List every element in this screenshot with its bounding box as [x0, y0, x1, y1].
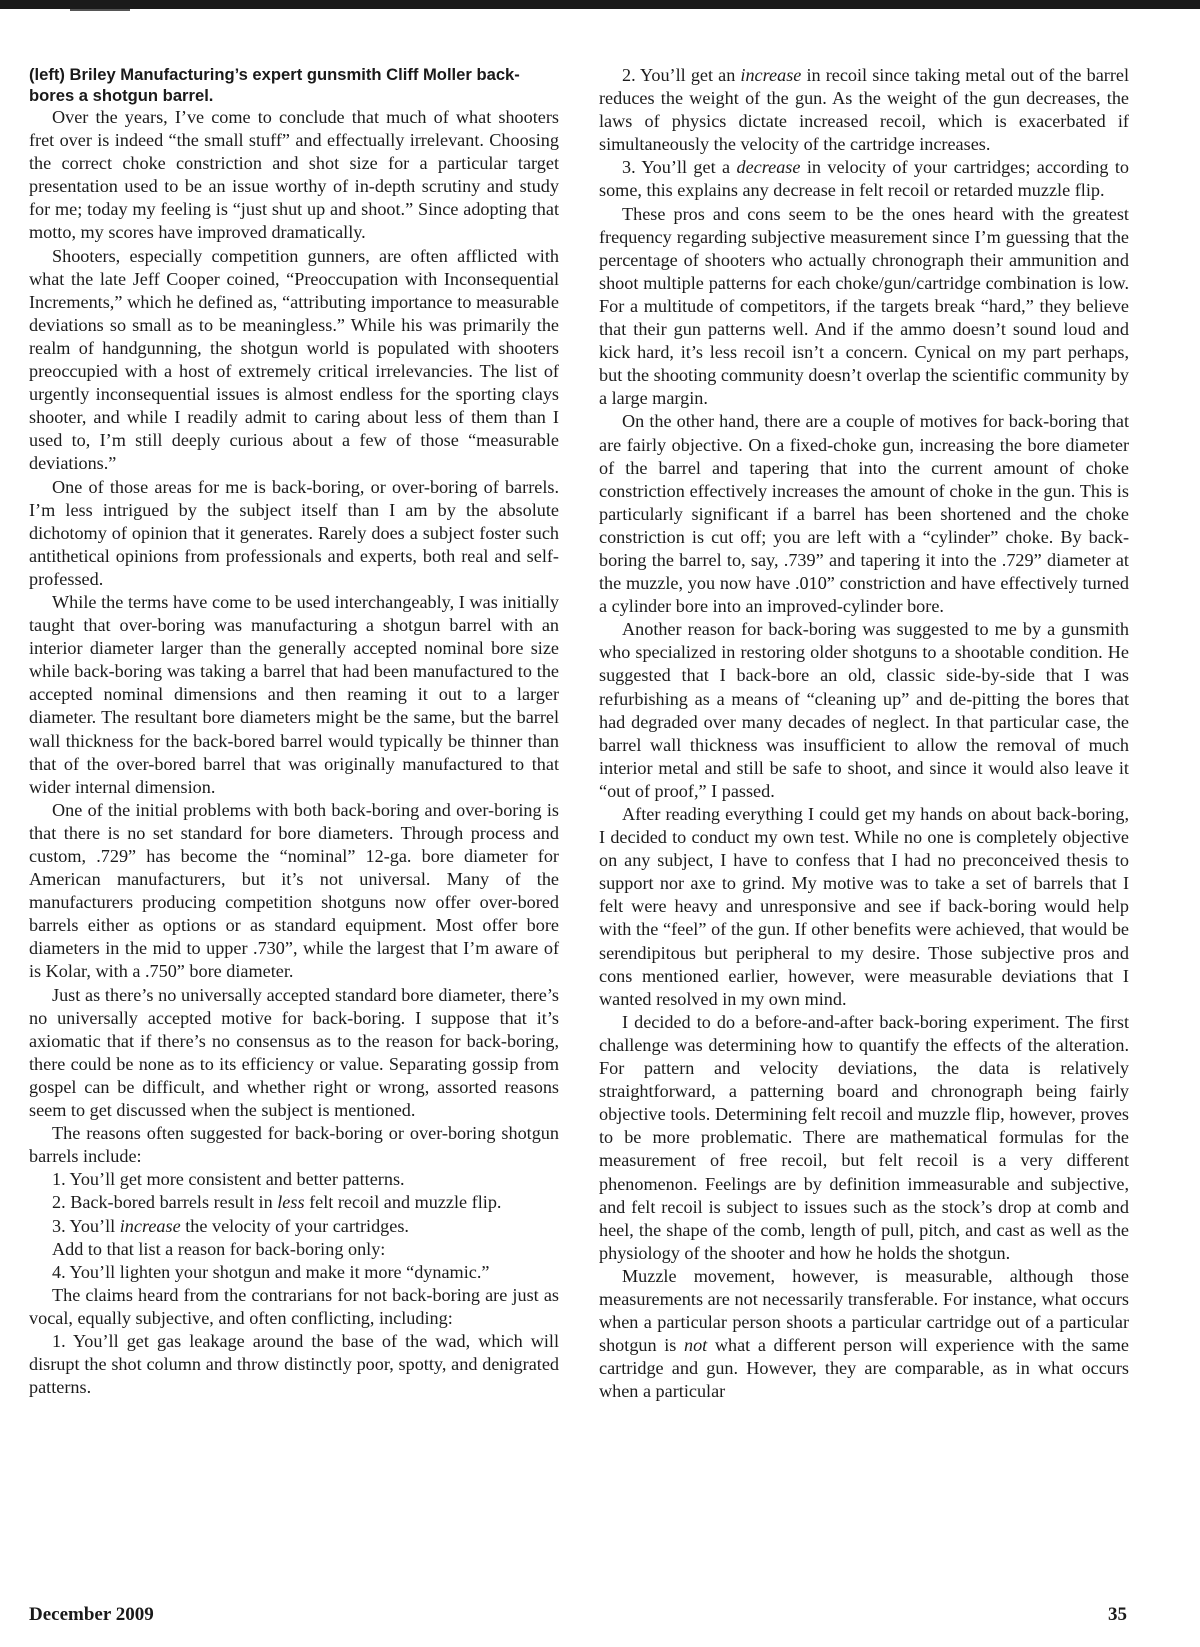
paragraph: Shooters, especially competition gunners, are often afflicted with what the late Jeff Cooper coined, “Preoccupation with Inconsequential Increments,” which he defined as, “attributing importance to measurable deviations so small as to be meaningless.” While his was primarily the realm of handgunning, the shotgun world is populated with shooters preoccupied with a host of extremely critical irrelevancies. The list of urgently inconsequential issues is almost endless for the sporting clays shooter, and while I readily admit to caring about less of them than I used to, I’m still deeply curious about a few of those “measurable deviations.”: [29, 245, 559, 474]
top-tick-mark: [70, 9, 130, 11]
paragraph: While the terms have come to be used interchangeably, I was initially taught that over-boring was manufacturing a shotgun barrel with an interior diameter larger than the generally accepted nominal bore size while back-boring was taking a barrel that had been manufactured to the accepted nominal dimensions and then reaming it out to a larger diameter. The resultant bore diameters might be the same, but the barrel wall thickness for the back-bored barrel would typically be thinner than that of the over-bored barrel that was originally manufactured to that wider internal dimension.: [29, 591, 559, 797]
paragraph: One of those areas for me is back-boring, or over-boring of barrels. I’m less intrigued by the subject itself than I am by the absolute dichotomy of opinion that it generates. Rarely does a subject foster such antithetical opinions from professionals and experts, both real and self-professed.: [29, 476, 559, 589]
paragraph: Just as there’s no universally accepted standard bore diameter, there’s no universally accepted motive for back-boring. I suppose that it’s axiomatic that if there’s no consensus as to the reason for back-boring, there could be none as to its efficiency or value. Separating gossip from gospel can be difficult, and whether right or wrong, assorted reasons seem to get discussed when the subject is mentioned.: [29, 984, 559, 1121]
emphasis: increase: [119, 1215, 181, 1236]
top-rule: [0, 0, 1200, 9]
pro-list-item-2: 2. Back-bored barrels result in less felt recoil and muzzle flip.: [52, 1192, 502, 1213]
emphasis: not: [683, 1335, 708, 1356]
page-number: 35: [1108, 1604, 1127, 1625]
paragraph: These pros and cons seem to be the ones heard with the greatest frequency regarding subjective measurement since I’m guessing that the percentage of shooters who actually chronograph their ammunition and shoot multiple patterns for each choke/gun/cartridge combination is low. For a multitude of competitors, if the targets break “hard,” they believe that their gun patterns well. And if the ammo doesn’t sound loud and kick hard, it’s less recoil isn’t a concern. Cynical on my part perhaps, but the shooting community doesn’t overlap the scientific community by a large margin.: [599, 203, 1129, 409]
emphasis: less: [277, 1192, 305, 1213]
right-column: [599, 64, 1129, 1403]
con-list-item-3: 3. You’ll get a decrease in velocity of your cartridges; according to some, this explains any decrease in felt recoil or retarded muzzle flip.: [599, 157, 1130, 201]
paragraph: One of the initial problems with both back-boring and over-boring is that there is no set standard for bore diameters. Through process and custom, .729” has become the “nominal” 12-ga. bore diameter for American manufacturers, but it’s not universal. Many of the manufacturers producing competition shotguns now offer over-bored barrels either as options or as standard equipment. Most offer bore diameters in the mid to upper .730”, while the largest that I’m aware of is Kolar, with a .750” bore diameter.: [29, 799, 559, 982]
con-list-item-2: 2. You’ll get an increase in recoil since taking metal out of the barrel reduces the weight of the gun. As the weight of the gun decreases, the laws of physics dictate increased recoil, which is exacerbated if simultaneously the velocity of the cartridge increases.: [599, 65, 1130, 155]
paragraph: On the other hand, there are a couple of motives for back-boring that are fairly objective. On a fixed-choke gun, increasing the bore diameter of the barrel and tapering that into the current amount of choke constriction effectively increases the amount of choke in the gun. This is particularly significant if a barrel has been shortened and the choke constriction is cut off; you are left with a “cylinder” choke. By back-boring the barrel to, say, .739” and tapering it into the .729” diameter at the muzzle, you now have .010” constriction and have effectively turned a cylinder bore into an improved-cylinder bore.: [599, 411, 1129, 617]
paragraph: The reasons often suggested for back-boring or over-boring shotgun barrels include:: [29, 1123, 559, 1167]
paragraph: Another reason for back-boring was suggested to me by a gunsmith who specialized in restoring older shotguns to a shootable condition. He suggested that I back-bore an old, classic side-by-side that I was refurbishing as a means of “cleaning up” and de-pitting the bores that had degraded over many decades of neglect. In that particular case, the barrel wall thickness was insufficient to allow the removal of much interior metal and still be safe to shoot, and since it would also leave it “out of proof,” I passed.: [599, 619, 1129, 801]
paragraph: After reading everything I could get my hands on about back-boring, I decided to conduct my own test. While no one is completely objective on any subject, I have to confess that I had no preconceived thesis to support nor axe to grind. My motive was to take a set of barrels that I felt were heavy and unresponsive and see if back-boring would help with the “feel” of the gun. If other benefits were achieved, that would be serendipitous but peripheral to my desire. Those subjective pros and cons mentioned earlier, however, were measurable deviations that I wanted resolved in my own mind.: [599, 804, 1129, 1009]
emphasis: decrease: [736, 157, 801, 178]
paragraph: Muzzle movement, however, is measurable, although those measurements are not necessarily transferable. For instance, what occurs when a particular person shoots a particular cartridge out of a particular shotgun is not what a different person will experience with the same cartridge and gun. However, they are comparable, as in what occurs when a particular: [599, 1265, 1129, 1402]
pro-list-item-3: 3. You’ll increase the velocity of your cartridges.: [52, 1215, 409, 1236]
paragraph: Over the years, I’ve come to conclude that much of what shooters fret over is indeed “the small stuff” and effectually irrelevant. Choosing the correct choke constriction and shot size for a particular target presentation used to be an issue worthy of in-depth scrutiny and study for me; today my feeling is “just shut up and shoot.” Since adopting that motto, my scores have improved dramatically.: [29, 107, 559, 243]
emphasis: increase: [740, 65, 802, 85]
issue-date: December 2009: [29, 1604, 154, 1625]
photo-caption: (left) Briley Manufacturing’s expert gunsmith Cliff Moller backbores a shotgun barrel.: [29, 65, 520, 105]
pro-list-item-1: 1. You’ll get more consistent and better patterns.: [52, 1169, 405, 1190]
con-list-item-1: 1. You’ll get gas leakage around the base of the wad, which will disrupt the shot column and throw distinctly poor, spotty, and denigrated patterns.: [29, 1330, 559, 1398]
pro-list-item-4: 4. You’ll lighten your shotgun and make it more “dynamic.”: [52, 1261, 490, 1282]
list-add-line: Add to that list a reason for back-boring only:: [52, 1238, 386, 1259]
paragraph: I decided to do a before-and-after back-boring experiment. The first challenge was determining how to quantify the effects of the alteration. For pattern and velocity deviations, the data is relatively straightforward, a patterning board and chronograph being fairly objective tools. Determining felt recoil and muzzle flip, however, proves to be more problematic. There are mathematical formulas for the measurement of free recoil, but felt recoil is a very different phenomenon. Feelings are by definition immeasurable and subjective, and felt recoil is subject to issues such as the stock’s drop at comb and heel, the shape of the comb, length of pull, pitch, and cast as well as the physiology of the shooter and how he holds the shotgun.: [599, 1011, 1129, 1263]
left-column: [29, 64, 559, 1399]
paragraph: The claims heard from the contrarians for not back-boring are just as vocal, equally subjective, and often conflicting, including:: [29, 1284, 559, 1328]
